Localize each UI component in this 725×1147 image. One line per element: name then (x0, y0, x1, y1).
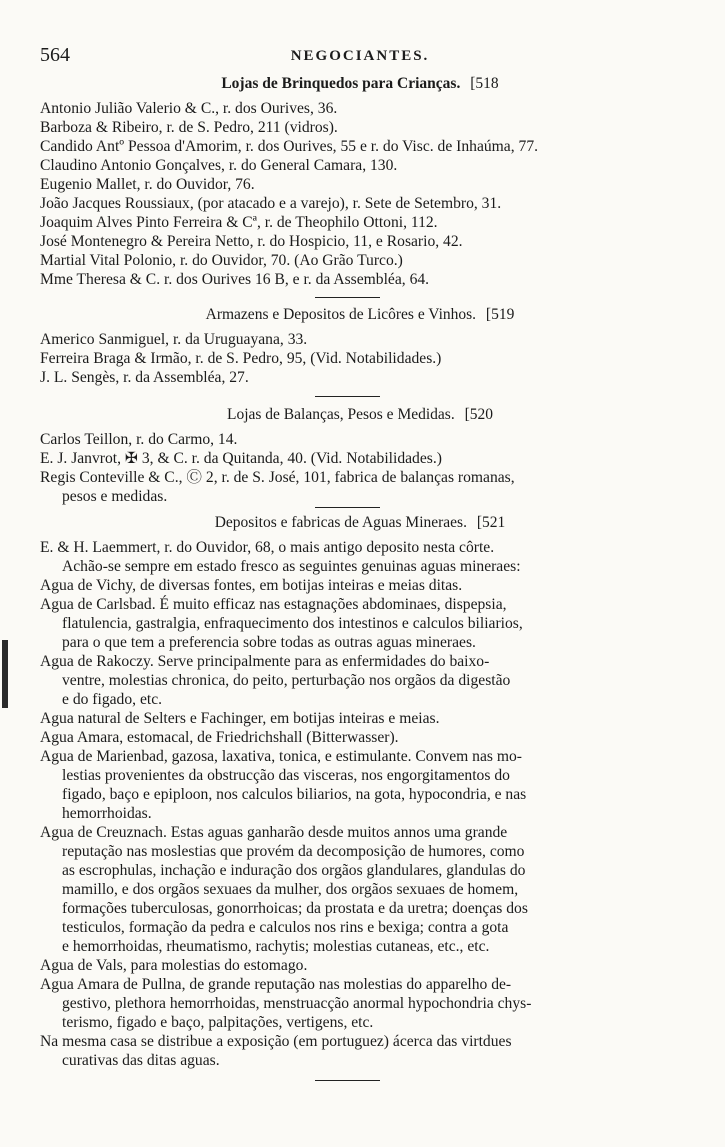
list-item-continuation: flatulencia, gastralgia, enfraquecimento dos intestinos e calculos biliarios, (62, 615, 523, 632)
section-divider (315, 396, 380, 397)
list-item: Agua de Carlsbad. É muito efficaz nas estagnações abdominaes, dispepsia, (40, 596, 507, 613)
list-item-continuation: figado, baço e epiploon, nos calculos biliarios, na gota, hypocondria, e nas (62, 786, 527, 803)
list-item-continuation: gestivo, plethora hemorrhoidas, menstruacção anormal hypochondria chys- (62, 995, 532, 1012)
list-item: Carlos Teillon, r. do Carmo, 14. (40, 431, 238, 448)
list-item: Agua de Vichy, de diversas fontes, em botijas inteiras e meias ditas. (40, 577, 463, 594)
page-header (40, 44, 680, 66)
list-item: Na mesma casa se distribue a exposição (em portuguez) ácerca das virtdues (40, 1033, 512, 1050)
list-item: J. L. Sengès, r. da Assembléa, 27. (40, 369, 249, 386)
section-title-520: Lojas de Balanças, Pesos e Medidas. [520 (226, 406, 493, 423)
section-divider (315, 507, 380, 508)
section-divider (315, 297, 380, 298)
list-item-continuation: pesos e medidas. (62, 488, 168, 505)
section-title-521: Depositos e fabricas de Aguas Mineraes. [521 (214, 514, 506, 531)
list-item: Agua de Rakoczy. Serve principalmente para as enfermidades do baixo- (40, 653, 490, 670)
list-item: Americo Sanmiguel, r. da Uruguayana, 33. (40, 331, 308, 348)
list-item: Martial Vital Polonio, r. do Ouvidor, 70. (Ao Grão Turco.) (40, 252, 403, 269)
list-item-continuation: mamillo, e dos orgãos sexuaes da mulher, dos orgãos sexuaes de homem, (62, 881, 519, 898)
list-item: Joaquim Alves Pinto Ferreira & Cª, r. de Theophilo Ottoni, 112. (40, 214, 438, 231)
list-item-continuation: terismo, figado e baço, palpitações, vertigens, etc. (62, 1014, 374, 1031)
list-item-continuation: formações tuberculosas, gonorrhoicas; da prostata e da uretra; doenças dos (62, 900, 528, 917)
list-item: Agua de Marienbad, gazosa, laxativa, tonica, e estimulante. Convem nas mo- (40, 748, 522, 765)
list-item: Agua Amara de Pullna, de grande reputação nas molestias do apparelho de- (40, 976, 512, 993)
list-item: Ferreira Braga & Irmão, r. de S. Pedro, 95, (Vid. Notabilidades.) (40, 350, 442, 367)
list-item: Regis Conteville & C., Ⓒ 2, r. de S. José, 101, fabrica de balanças romanas, (40, 469, 515, 486)
list-item: Agua de Vals, para molestias do estomago. (40, 957, 308, 974)
list-item-continuation: curativas das ditas aguas. (62, 1052, 220, 1069)
list-item: E. & H. Laemmert, r. do Ouvidor, 68, o mais antigo deposito nesta côrte. (40, 539, 495, 556)
section-title-519: Armazens e Depositos de Licôres e Vinhos. [519 (205, 306, 515, 323)
list-item: João Jacques Roussiaux, (por atacado e a varejo), r. Sete de Setembro, 31. (40, 195, 502, 212)
list-item-continuation: e hemorrhoidas, rheumatismo, rachytis; molestias cutaneas, etc., etc. (62, 938, 490, 955)
list-item: Mme Theresa & C. r. dos Ourives 16 B, e r. da Assembléa, 64. (40, 271, 430, 288)
list-item: Barboza & Ribeiro, r. de S. Pedro, 211 (vidros). (40, 119, 338, 136)
list-item-continuation: ventre, molestias chronica, do peito, perturbação nos orgãos da digestão (62, 672, 511, 689)
list-item-continuation: reputação nas moslestias que provém da decomposição de humores, como (62, 843, 525, 860)
list-item: Eugenio Mallet, r. do Ouvidor, 76. (40, 176, 255, 193)
list-item: Candido Antº Pessoa d'Amorim, r. dos Ourives, 55 e r. do Visc. de Inhaúma, 77. (40, 138, 539, 155)
list-item: Agua natural de Selters e Fachinger, em botijas inteiras e meias. (40, 710, 440, 727)
list-item: Agua de Creuznach. Estas aguas ganharão desde muitos annos uma grande (40, 824, 508, 841)
list-item-continuation: testiculos, formação da pedra e calculos nos rins e bexiga; contra a gota (62, 919, 509, 936)
list-item-continuation: as escrophulas, inchação e induração dos orgãos glandulares, glandulas do (62, 862, 526, 879)
list-item-continuation: para o que tem a preferencia sobre todas as outras aguas mineraes. (62, 634, 476, 651)
list-item-continuation: e do figado, etc. (62, 691, 163, 708)
list-item-continuation: hemorrhoidas. (62, 805, 152, 822)
list-item: Claudino Antonio Gonçalves, r. do General Camara, 130. (40, 157, 398, 174)
section-divider (315, 1080, 380, 1081)
margin-mark (2, 640, 8, 708)
section-title-518: Lojas de Brinquedos para Crianças. [518 (221, 75, 499, 92)
page-number: 564 (40, 44, 70, 66)
list-item-continuation: lestias provenientes da obstrucção das visceras, nos engorgitamentos do (62, 767, 510, 784)
intro-line: Achão-se sempre em estado fresco as seguintes genuinas aguas mineraes: (62, 558, 521, 575)
list-item: José Montenegro & Pereira Netto, r. do Hospicio, 11, e Rosario, 42. (40, 233, 463, 250)
list-item: Antonio Julião Valerio & C., r. dos Ourives, 36. (40, 100, 338, 117)
list-item: Agua Amara, estomacal, de Friedrichshall (Bitterwasser). (40, 729, 399, 746)
list-item: E. J. Janvrot, ✠ 3, & C. r. da Quitanda, 40. (Vid. Notabilidades.) (40, 450, 442, 467)
running-title: NEGOCIANTES. (290, 48, 430, 64)
